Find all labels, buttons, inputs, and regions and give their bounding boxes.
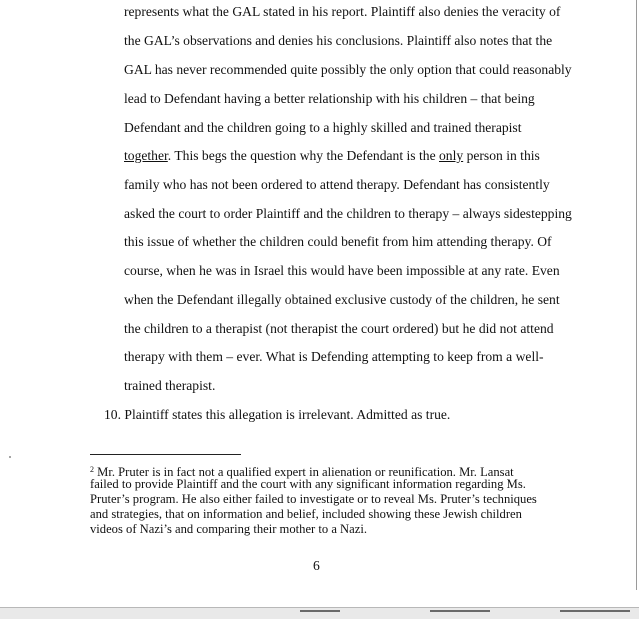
body-line: trained therapist.	[124, 378, 216, 393]
line-segment: person in this	[463, 148, 540, 163]
body-line: the GAL’s observations and denies his conclusions. Plaintiff also notes that the	[124, 33, 553, 48]
body-line: therapy with them – ever. What is Defending attempting to keep from a well-	[124, 349, 544, 364]
scan-mark	[300, 610, 340, 612]
body-line: this issue of whether the children could benefit from him attending therapy. Of	[124, 234, 552, 249]
footnote-line: failed to provide Plaintiff and the court with any significant information regarding Ms.	[90, 477, 526, 491]
body-line: asked the court to order Plaintiff and the children to therapy – always sidestepping	[124, 206, 572, 221]
footnote-text: Mr. Pruter is in fact not a qualified expert in alienation or reunification. Mr. Lansat	[94, 465, 514, 479]
footnote-line: and strategies, that on information and belief, included showing these Jewish children	[90, 507, 522, 521]
scan-mark	[560, 610, 630, 612]
page-bottom-edge	[0, 607, 639, 619]
footnote-separator	[90, 454, 241, 455]
body-line: family who has not been ordered to attend therapy. Defendant has consistently	[124, 177, 550, 192]
scan-speck	[9, 456, 11, 458]
footnote-line: videos of Nazi’s and comparing their mother to a Nazi.	[90, 522, 367, 536]
body-line: lead to Defendant having a better relationship with his children – that being	[124, 91, 535, 106]
footnote-line: Pruter’s program. He also either failed to investigate or to reveal Ms. Pruter’s techniques	[90, 492, 537, 506]
underlined-word: only	[439, 148, 464, 163]
footnote-marker: 2	[90, 465, 94, 474]
page-edge-right	[636, 0, 637, 590]
page-number: 6	[313, 558, 320, 573]
numbered-item-10: 10. Plaintiff states this allegation is irrelevant. Admitted as true.	[104, 407, 451, 422]
body-line: GAL has never recommended quite possibly the only option that could reasonably	[124, 62, 572, 77]
scan-mark	[430, 610, 490, 612]
body-line	[124, 148, 540, 164]
body-line: Defendant and the children going to a highly skilled and trained therapist	[124, 120, 522, 135]
body-line: course, when he was in Israel this would have been impossible at any rate. Even	[124, 263, 560, 278]
underlined-word: together	[124, 148, 168, 163]
body-line: when the Defendant illegally obtained exclusive custody of the children, he sent	[124, 292, 560, 307]
line-segment: . This begs the question why the Defendant is the	[167, 148, 439, 163]
body-line: represents what the GAL stated in his report. Plaintiff also denies the veracity of	[124, 4, 561, 19]
body-line: the children to a therapist (not therapist the court ordered) but he did not attend	[124, 321, 554, 336]
